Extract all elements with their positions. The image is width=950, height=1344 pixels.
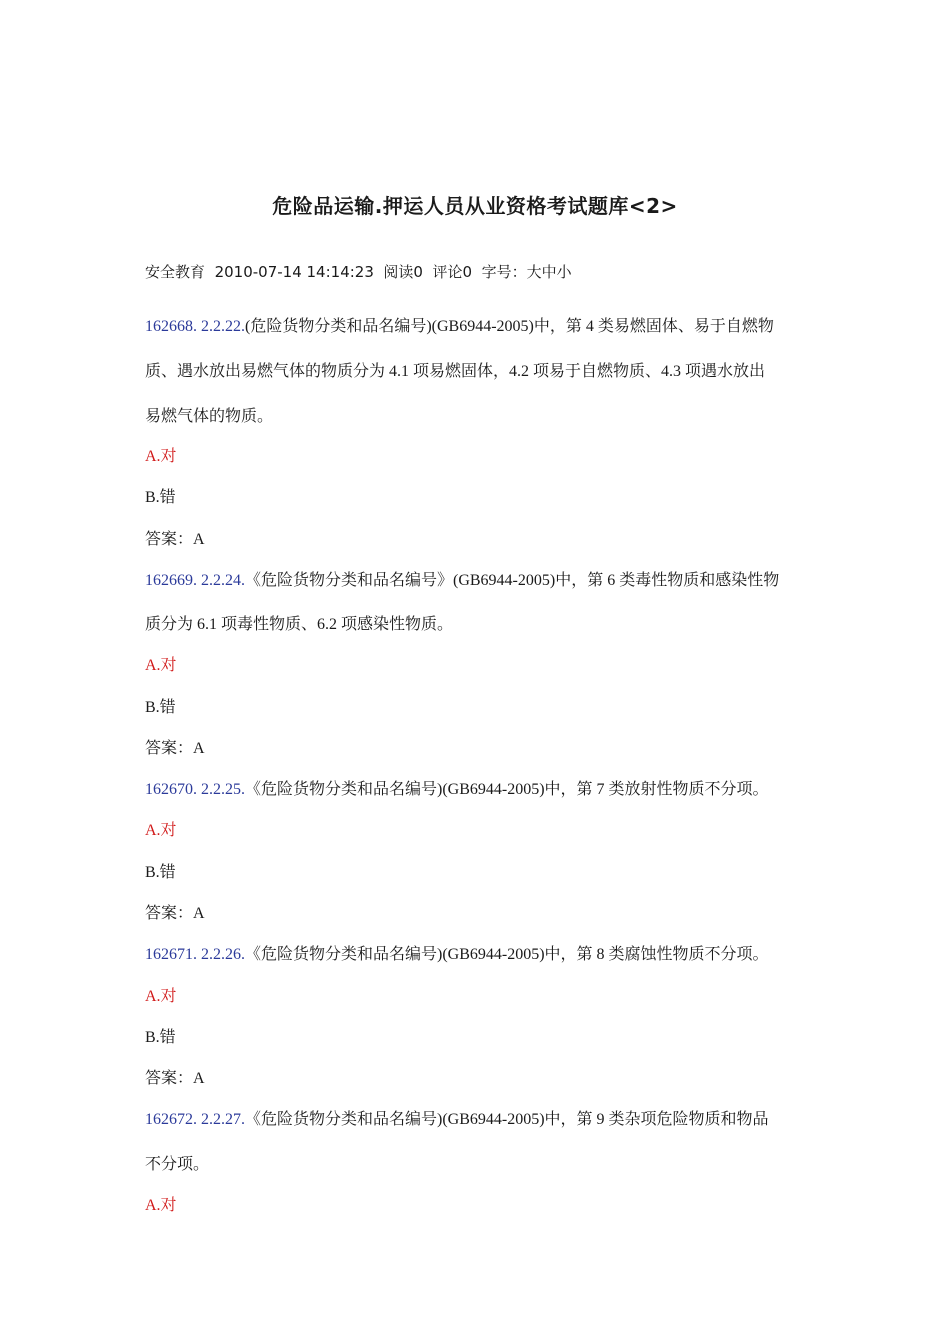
question-4-line-1 [145, 941, 769, 964]
question-2-option-a: A.对 [145, 657, 177, 674]
question-1-option-a: A.对 [145, 448, 177, 465]
question-id: 162670. 2.2.25. [145, 781, 245, 798]
question-1-line-3: 易燃气体的物质。 [145, 408, 274, 425]
question-2-option-b: B.错 [145, 699, 176, 716]
question-1-line-1 [145, 313, 774, 336]
question-5-line-1 [145, 1106, 769, 1129]
question-4-answer: 答案：A [145, 1070, 205, 1087]
question-text: 《危险货物分类和品名编号)(GB6944-2005)中，第 8 类腐蚀性物质不分项。 [245, 946, 769, 963]
question-id: 162668. 2.2.22. [145, 318, 245, 335]
meta-datetime: 2010-07-14 14:14:23 [214, 263, 374, 281]
meta-category: 安全教育 [145, 263, 206, 281]
question-4-option-a: A.对 [145, 988, 177, 1005]
question-3-option-b: B.错 [145, 864, 176, 881]
question-3-line-1 [145, 776, 769, 799]
question-3-answer: 答案：A [145, 905, 205, 922]
question-text: 《危险货物分类和品名编号)(GB6944-2005)中，第 7 类放射性物质不分项。 [245, 781, 769, 798]
meta-comments: 评论0 [432, 263, 473, 281]
page-title: 危险品运输.押运人员从业资格考试题库<2> [272, 194, 678, 218]
article-meta [145, 261, 572, 282]
meta-reads: 阅读0 [383, 263, 423, 281]
question-2-line-1 [145, 567, 779, 590]
question-4-option-b: B.错 [145, 1029, 176, 1046]
question-2-line-2: 质分为 6.1 项毒性物质、6.2 项感染性物质。 [145, 616, 454, 633]
question-1-option-b: B.错 [145, 489, 176, 506]
question-1-answer: 答案：A [145, 531, 205, 548]
question-text: 《危险货物分类和品名编号)(GB6944-2005)中，第 9 类杂项危险物质和物品 [245, 1111, 769, 1128]
question-5-line-2: 不分项。 [145, 1156, 210, 1173]
question-text: 《危险货物分类和品名编号》(GB6944-2005)中，第 6 类毒性物质和感染性物 [245, 572, 780, 589]
question-3-option-a: A.对 [145, 822, 177, 839]
question-2-answer: 答案：A [145, 740, 205, 757]
question-id: 162671. 2.2.26. [145, 946, 245, 963]
question-id: 162669. 2.2.24. [145, 572, 245, 589]
question-text: (危险货物分类和品名编号)(GB6944-2005)中，第 4 类易燃固体、易于自燃物 [245, 318, 774, 335]
question-5-option-a: A.对 [145, 1197, 177, 1214]
meta-font-size[interactable]: 字号：大中小 [481, 263, 572, 281]
question-1-line-2: 质、遇水放出易燃气体的物质分为 4.1 项易燃固体，4.2 项易于自燃物质、4.3 项遇水放出 [145, 363, 766, 380]
question-id: 162672. 2.2.27. [145, 1111, 245, 1128]
